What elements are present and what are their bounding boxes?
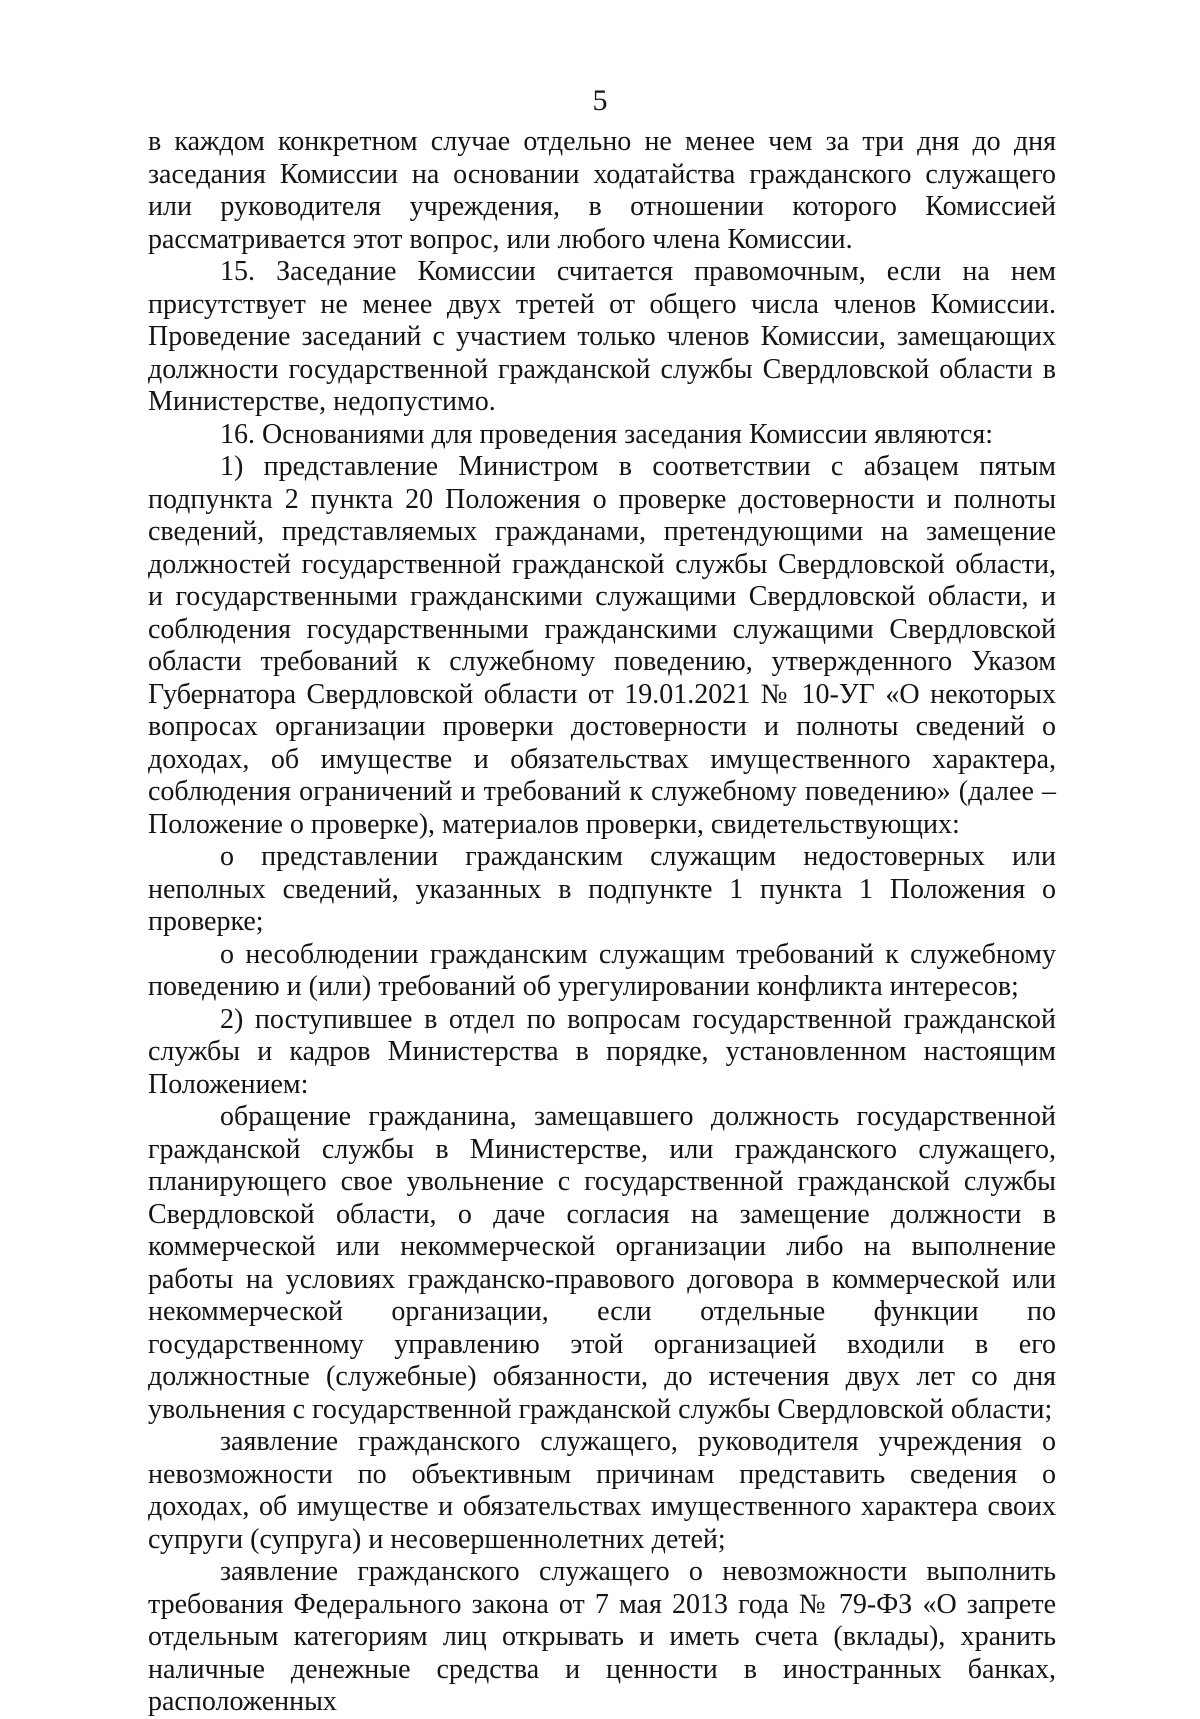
paragraph-10: заявление гражданского служащего о невозможности выполнить требования Федерального закона от 7 мая 2013 года № 79-ФЗ «О запрете отдельным категориям лиц открывать и иметь счета (вклады), хранить наличные денежные средства и ценности в иностранных банках, расположенных	[148, 1556, 1056, 1717]
paragraph-5: о представлении гражданским служащим недостоверных или неполных сведений, указанных в подпункте 1 пункта 1 Положения о проверке;	[148, 841, 1056, 937]
paragraph-4: 1) представление Министром в соответствии с абзацем пятым подпункта 2 пункта 20 Положения о проверке достоверности и полноты сведений, представляемых гражданами, претендующими на замещение должностей государственной гражданской службы Свердловской области, и государственными гражданскими служащими Свердловской области, и соблюдения государственными гражданскими служащими Свердловской области требований к служебному поведению, утвержденного Указом Губернатора Свердловской области от 19.01.2021 № 10-УГ «О некоторых вопросах организации проверки достоверности и полноты сведений о доходах, об имуществе и обязательствах имущественного характера, соблюдения ограничений и требований к служебному поведению» (далее – Положение о проверке), материалов проверки, свидетельствующих:	[148, 451, 1056, 840]
paragraph-3: 16. Основаниями для проведения заседания Комиссии являются:	[220, 418, 994, 450]
page-number: 5	[592, 84, 608, 117]
paragraph-1: в каждом конкретном случае отдельно не менее чем за три дня до дня заседания Комиссии на основании ходатайства гражданского служащего или руководителя учреждения, в отношении которого Комиссией рассматривается этот вопрос, или любого члена Комиссии.	[148, 126, 1056, 255]
paragraph-7: 2) поступившее в отдел по вопросам государственной гражданской службы и кадров Министерства в порядке, установленном настоящим Положением:	[148, 1003, 1056, 1100]
paragraph-9: заявление гражданского служащего, руководителя учреждения о невозможности по объективным причинам представить сведения о доходах, об имуществе и обязательствах имущественного характера своих супруги (супруга) и несовершеннолетних детей;	[148, 1426, 1056, 1555]
paragraph-6: о несоблюдении гражданским служащим требований к служебному поведению и (или) требований об урегулировании конфликта интересов;	[148, 938, 1056, 1002]
document-body	[148, 126, 1056, 1719]
paragraph-2: 15. Заседание Комиссии считается правомочным, если на нем присутствует не менее двух третей от общего числа членов Комиссии. Проведение заседаний с участием только членов Комиссии, замещающих должности государственной гражданской службы Свердловской области в Министерстве, недопустимо.	[148, 256, 1056, 417]
paragraph-8: обращение гражданина, замещавшего должность государственной гражданской службы в Министерстве, или гражданского служащего, планирующего свое увольнение с государственной гражданской службы Свердловской области, о даче согласия на замещение должности в коммерческой или некоммерческой организации либо на выполнение работы на условиях гражданско-правового договора в коммерческой или некоммерческой организации, если отдельные функции по государственному управлению этой организацией входили в его должностные (служебные) обязанности, до истечения двух лет со дня увольнения с государственной гражданской службы Свердловской области;	[148, 1101, 1056, 1425]
